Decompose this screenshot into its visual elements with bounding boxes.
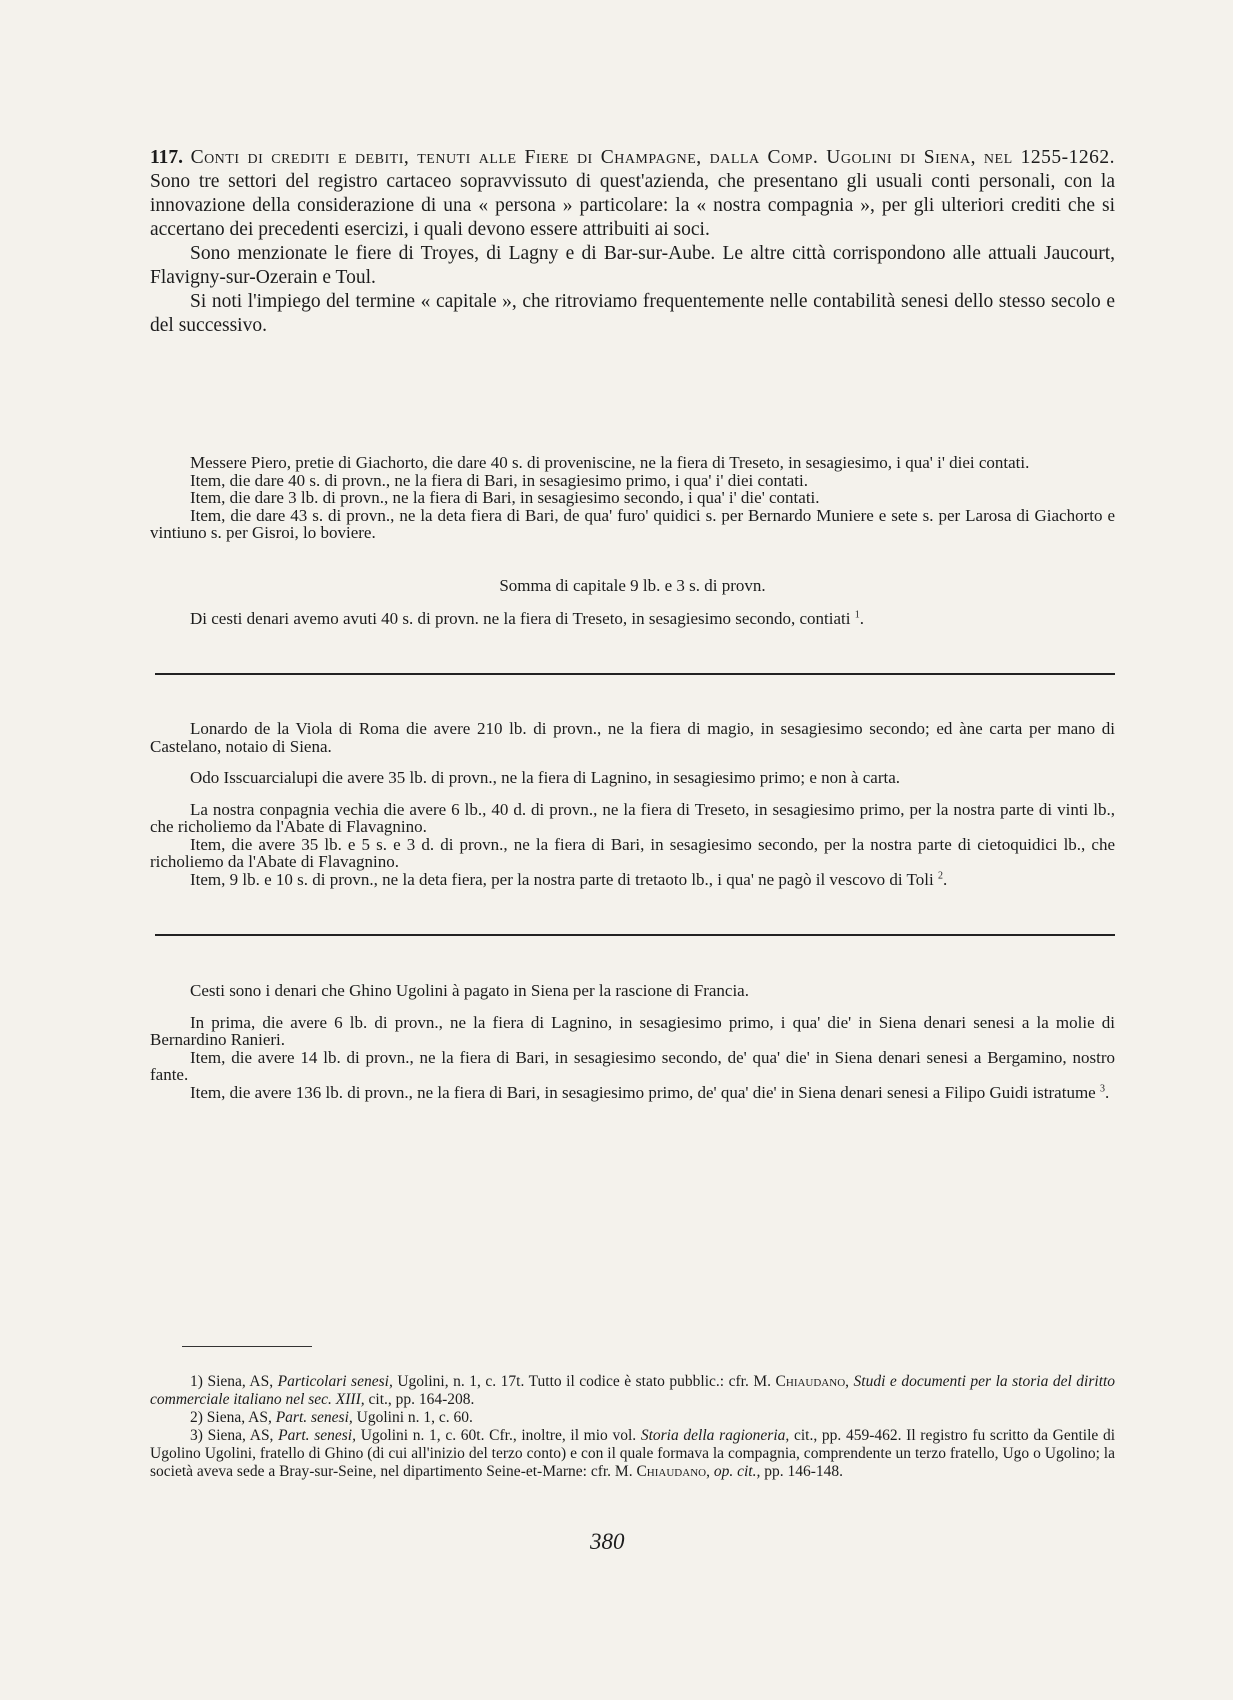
footnote-3: 3) Siena, AS, Part. senesi, Ugolini n. 1, c. 60t. Cfr., inoltre, il mio vol. Storia della ragioneria, cit., pp. 459-462. Il registro fu scritto da Gentile di Ugolino Ugolini, fratello di Ghino (di cui all'inizio del terzo conto) e con il quale formava la compagnia, comprendente un terzo fratello, Ugo o Ugolino; la società aveva sede a Bray-sur-Seine, nel dipartimento Seine-et-Marne: cfr. M. Chiaudano, op. cit., pp. 146-148. (150, 1427, 1116, 1480)
footnote-ref: 3 (1099, 1082, 1105, 1094)
section-title: Conti di crediti e debiti, tenuti alle Fiere di Champagne, dalla Comp. Ugolini di Siena, nel 1255-1262. (190, 147, 1116, 168)
account-entry: Lonardo de la Viola di Roma die avere 210 lb. di provn., ne la fiera di magio, in sesagiesimo secondo; ed àne carta per mano di Castelano, notaio di Siena. (150, 719, 1115, 756)
account-entry: Odo Isscuarcialupi die avere 35 lb. di provn., ne la fiera di Lagnino, in sesagiesimo primo; e non à carta. (190, 768, 900, 787)
account-entry: Item, die avere 136 lb. di provn., ne la fiera di Bari, in sesagiesimo primo, de' qua' die' in Siena denari senesi a Filipo Guidi istratume $^3$. (190, 1082, 1110, 1102)
section-divider (155, 934, 1115, 936)
footnote-ref: 1 (854, 609, 860, 621)
capital-summary: Somma di capitale 9 lb. e 3 s. di provn. (499, 575, 766, 595)
account-section-1 (150, 454, 1115, 628)
account-note: Di cesti denari avemo avuti 40 s. di provn. ne la fiera di Treseto, in sesagiesimo secondo, contiati $^1$. (190, 609, 864, 628)
footnote-ref: 2 (937, 869, 943, 881)
account-entry: In prima, die avere 6 lb. di provn., ne la fiera di Lagnino, in sesagiesimo primo, i qua' die' in Siena denari senesi a la molie di Bernardino Ranieri. (150, 1012, 1115, 1049)
footnote-2: 2) Siena, AS, Part. senesi, Ugolini n. 1, c. 60. (190, 1409, 473, 1426)
account-entry: Item, die dare 40 s. di provn., ne la fiera di Bari, in sesagiesimo primo, i qua' i' diei contati. (190, 470, 808, 490)
account-section-3 (150, 982, 1115, 1101)
account-entry: Item, 9 lb. e 10 s. di provn., ne la deta fiera, per la nostra parte di tretaoto lb., i qua' ne pagò il vescovo di Toli $^2$. (190, 869, 948, 889)
footnote-1: 1) Siena, AS, Particolari senesi, Ugolini, n. 1, c. 17t. Tutto il codice è stato pubblic.: cfr. M. Chiaudano, Studi e documenti per la storia del diritto commerciale italiano nel sec. XIII, cit., pp. 164-208. (150, 1373, 1116, 1408)
intro-paragraph: Sono menzionate le fiere di Troyes, di Lagny e di Bar-sur-Aube. Le altre città corrispondono alle attuali Jaucourt, Flavigny-sur-Ozerain e Toul. (150, 243, 1115, 288)
account-entry: Item, die avere 14 lb. di provn., ne la fiera di Bari, in sesagiesimo secondo, de' qua' die' in Siena denari senesi a Bergamino, nostro fante. (150, 1047, 1115, 1084)
section-description: Sono tre settori del registro cartaceo sopravvissuto di quest'azienda, che presentano gli usuali conti personali, con la innovazione della considerazione di una « persona » particolare: la « nostra compagnia », per gli ulteriori crediti che si accertano dei precedenti esercizi, i quali devono essere attribuiti ai soci. (150, 171, 1115, 240)
account-entry: Messere Piero, pretie di Giachorto, die dare 40 s. di proveniscine, ne la fiera di Treseto, in sesagiesimo, i qua' i' diei contati. (190, 453, 1030, 472)
section-divider (155, 673, 1115, 675)
account-intro: Cesti sono i denari che Ghino Ugolini à pagato in Siena per la rascione di Francia. (190, 981, 749, 1000)
section-number: 117. (150, 147, 184, 168)
document-intro (150, 146, 1115, 338)
page-number: 380 (590, 1529, 625, 1554)
account-entry: La nostra conpagnia vechia die avere 6 lb., 40 d. di provn., ne la fiera di Treseto, in sesagiesimo primo, per la nostra parte di vinti lb., che richoliemo da l'Abate di Flavagnino. (150, 799, 1115, 836)
account-section-2 (150, 720, 1115, 888)
account-entry: Item, die dare 43 s. di provn., ne la deta fiera di Bari, de qua' furo' quidici s. per Bernardo Muniere e sete s. per Larosa di Giachorto e vintiuno s. per Gisroi, lo boviere. (150, 505, 1115, 542)
footnote-rule (182, 1346, 312, 1347)
section-heading (150, 146, 1115, 242)
account-entry: Item, die dare 3 lb. di provn., ne la fiera di Bari, in sesagiesimo secondo, i qua' i' die' contati. (190, 488, 820, 507)
footnotes (150, 1373, 1115, 1481)
intro-paragraph: Si noti l'impiego del termine « capitale », che ritroviamo frequentemente nelle contabilità senesi dello stesso secolo e del successivo. (150, 291, 1115, 336)
account-entry: Item, die avere 35 lb. e 5 s. e 3 d. di provn., ne la fiera di Bari, in sesagiesimo secondo, per la nostra parte di cietoquidici lb., che richoliemo da l'Abate di Flavagnino. (150, 834, 1115, 871)
